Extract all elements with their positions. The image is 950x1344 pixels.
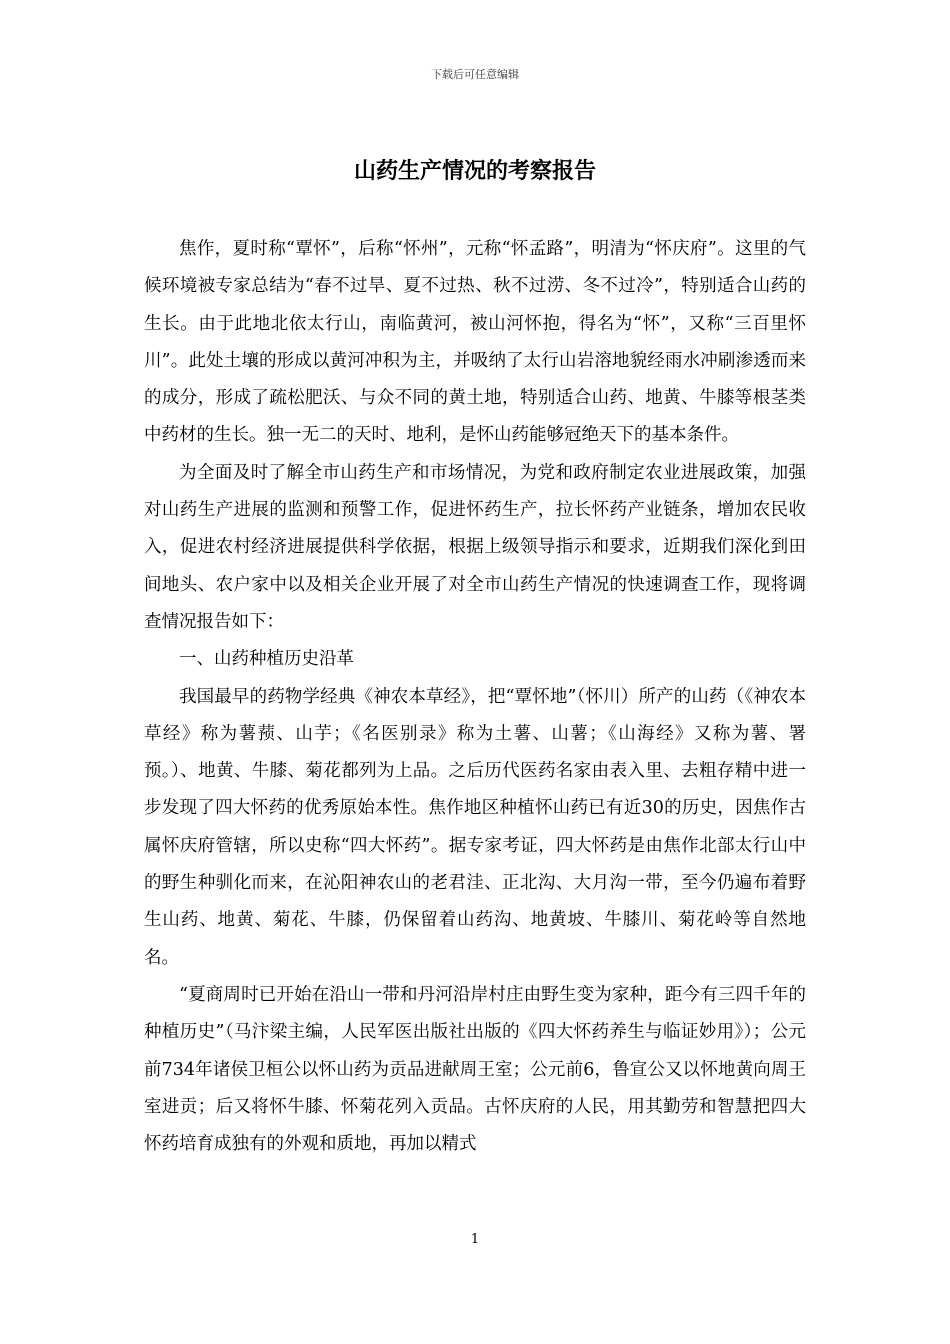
- header-note: 下载后可任意编辑: [431, 68, 519, 81]
- document-body: [144, 231, 806, 1163]
- page-number: 1: [470, 1232, 480, 1247]
- paragraph-history-classics: 我国最早的药物学经典《神农本草经》，把“覃怀地”（怀川）所产的山药（《神农本草经》称为薯蓣、山芋；《名医别录》称为土薯、山薯；《山海经》又称为薯、署预。）、地黄、牛膝、菊花都列为上品。之后历代医药名家由表入里、去粗存精中进一步发现了四大怀药的优秀原始本性。焦作地区种植怀山药已有近30的历史，因焦作古属怀庆府管辖，所以史称“四大怀药”。据专家考证，四大怀药是由焦作北部太行山中的野生种驯化而来，在沁阳神农山的老君洼、正北沟、大月沟一带，至今仍遍布着野生山药、地黄、菊花、牛膝，仍保留着山药沟、地黄坡、牛膝川、菊花岭等自然地名。: [144, 686, 806, 968]
- paragraph-history-tribute: “夏商周时已开始在沿山一带和丹河沿岸村庄由野生变为家种，距今有三四千年的种植历史”（马汴梁主编，人民军医出版社出版的《四大怀药养生与临证妙用》）；公元前734年诸侯卫桓公以怀山药为贡品进献周王室；公元前6，鲁宣公又以怀地黄向周王室进贡；后又将怀牛膝、怀菊花列入贡品。古怀庆府的人民，用其勤劳和智慧把四大怀药培育成独有的外观和质地，再加以精式: [144, 984, 806, 1155]
- paragraph-purpose: 为全面及时了解全市山药生产和市场情况，为党和政府制定农业进展政策，加强对山药生产进展的监测和预警工作，促进怀药生产，拉长怀药产业链条，增加农民收入，促进农村经济进展提供科学依据，根据上级领导指示和要求，近期我们深化到田间地头、农户家中以及相关企业开展了对全市山药生产情况的快速调查工作，现将调查情况报告如下：: [144, 462, 806, 632]
- section-heading-history: 一、山药种植历史沿革: [179, 649, 354, 670]
- paragraph-intro: 焦作，夏时称“覃怀”，后称“怀州”，元称“怀孟路”，明清为“怀庆府”。这里的气候环境被专家总结为“春不过旱、夏不过热、秋不过涝、冬不过冷”，特别适合山药的生长。由于此地北依太行山，南临黄河，被山河怀抱，得名为“怀”，又称“三百里怀川”。此处土壤的形成以黄河冲积为主，并吸纳了太行山岩溶地貌经雨水冲刷渗透而来的成分，形成了疏松肥沃、与众不同的黄土地，特别适合山药、地黄、牛膝等根茎类中药材的生长。独一无二的天时、地利，是怀山药能够冠绝天下的基本条件。: [144, 239, 806, 446]
- document-title: 山药生产情况的考察报告: [353, 158, 596, 184]
